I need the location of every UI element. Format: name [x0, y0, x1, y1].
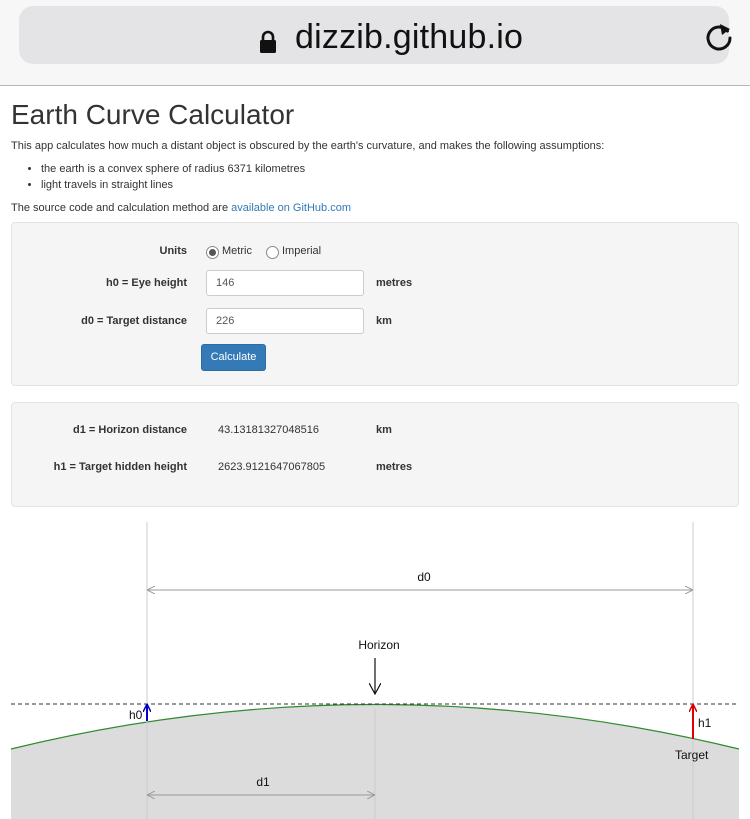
calculator-form	[11, 222, 739, 386]
h0-label: h0	[129, 708, 143, 722]
earth-curve-diagram	[0, 518, 750, 819]
browser-toolbar	[0, 0, 750, 86]
imperial-radio-label[interactable]: Imperial	[282, 245, 322, 257]
d1-label: d1	[256, 775, 270, 789]
target-distance-label: d0 = Target distance	[81, 315, 187, 327]
horizon-distance-unit: km	[376, 424, 392, 436]
metric-radio[interactable]	[206, 246, 219, 259]
lock-icon	[259, 30, 277, 54]
units-label: Units	[159, 245, 187, 257]
reload-icon[interactable]	[703, 21, 735, 53]
metric-radio-label[interactable]: Metric	[222, 245, 252, 257]
target-label: Target	[675, 748, 709, 762]
target-distance-input[interactable]: 226	[206, 308, 364, 334]
intro-text: This app calculates how much a distant object is obscured by the earth's curvature, and makes the following assumptions:	[11, 140, 605, 152]
source-note	[11, 202, 351, 214]
url-text[interactable]: dizzib.github.io	[295, 18, 524, 56]
d0-label: d0	[417, 570, 431, 584]
list-item: • the earth is a convex sphere of radius 6371 kilometres	[41, 161, 305, 177]
assumptions-list	[11, 161, 305, 193]
h1-label: h1	[698, 716, 712, 730]
imperial-radio[interactable]	[266, 246, 279, 259]
eye-height-label: h0 = Eye height	[106, 277, 187, 289]
horizon-distance-value: 43.13181327048516	[218, 424, 319, 436]
target-distance-unit: km	[376, 315, 392, 327]
results-panel	[11, 402, 739, 507]
page-title: Earth Curve Calculator	[11, 99, 295, 130]
hidden-height-unit: metres	[376, 461, 413, 473]
hidden-height-value: 2623.9121647067805	[218, 461, 326, 473]
hidden-height-label: h1 = Target hidden height	[53, 461, 187, 473]
eye-height-input[interactable]: 146	[206, 270, 364, 296]
calculate-button[interactable]: Calculate	[201, 344, 266, 371]
source-text: The source code and calculation method are	[11, 202, 232, 214]
github-link[interactable]: available on GitHub.com	[231, 202, 351, 214]
list-item: • light travels in straight lines	[41, 177, 305, 193]
horizon-label: Horizon	[358, 638, 400, 652]
eye-height-unit: metres	[376, 277, 413, 289]
horizon-distance-label: d1 = Horizon distance	[73, 424, 187, 436]
address-bar[interactable]	[19, 6, 729, 64]
